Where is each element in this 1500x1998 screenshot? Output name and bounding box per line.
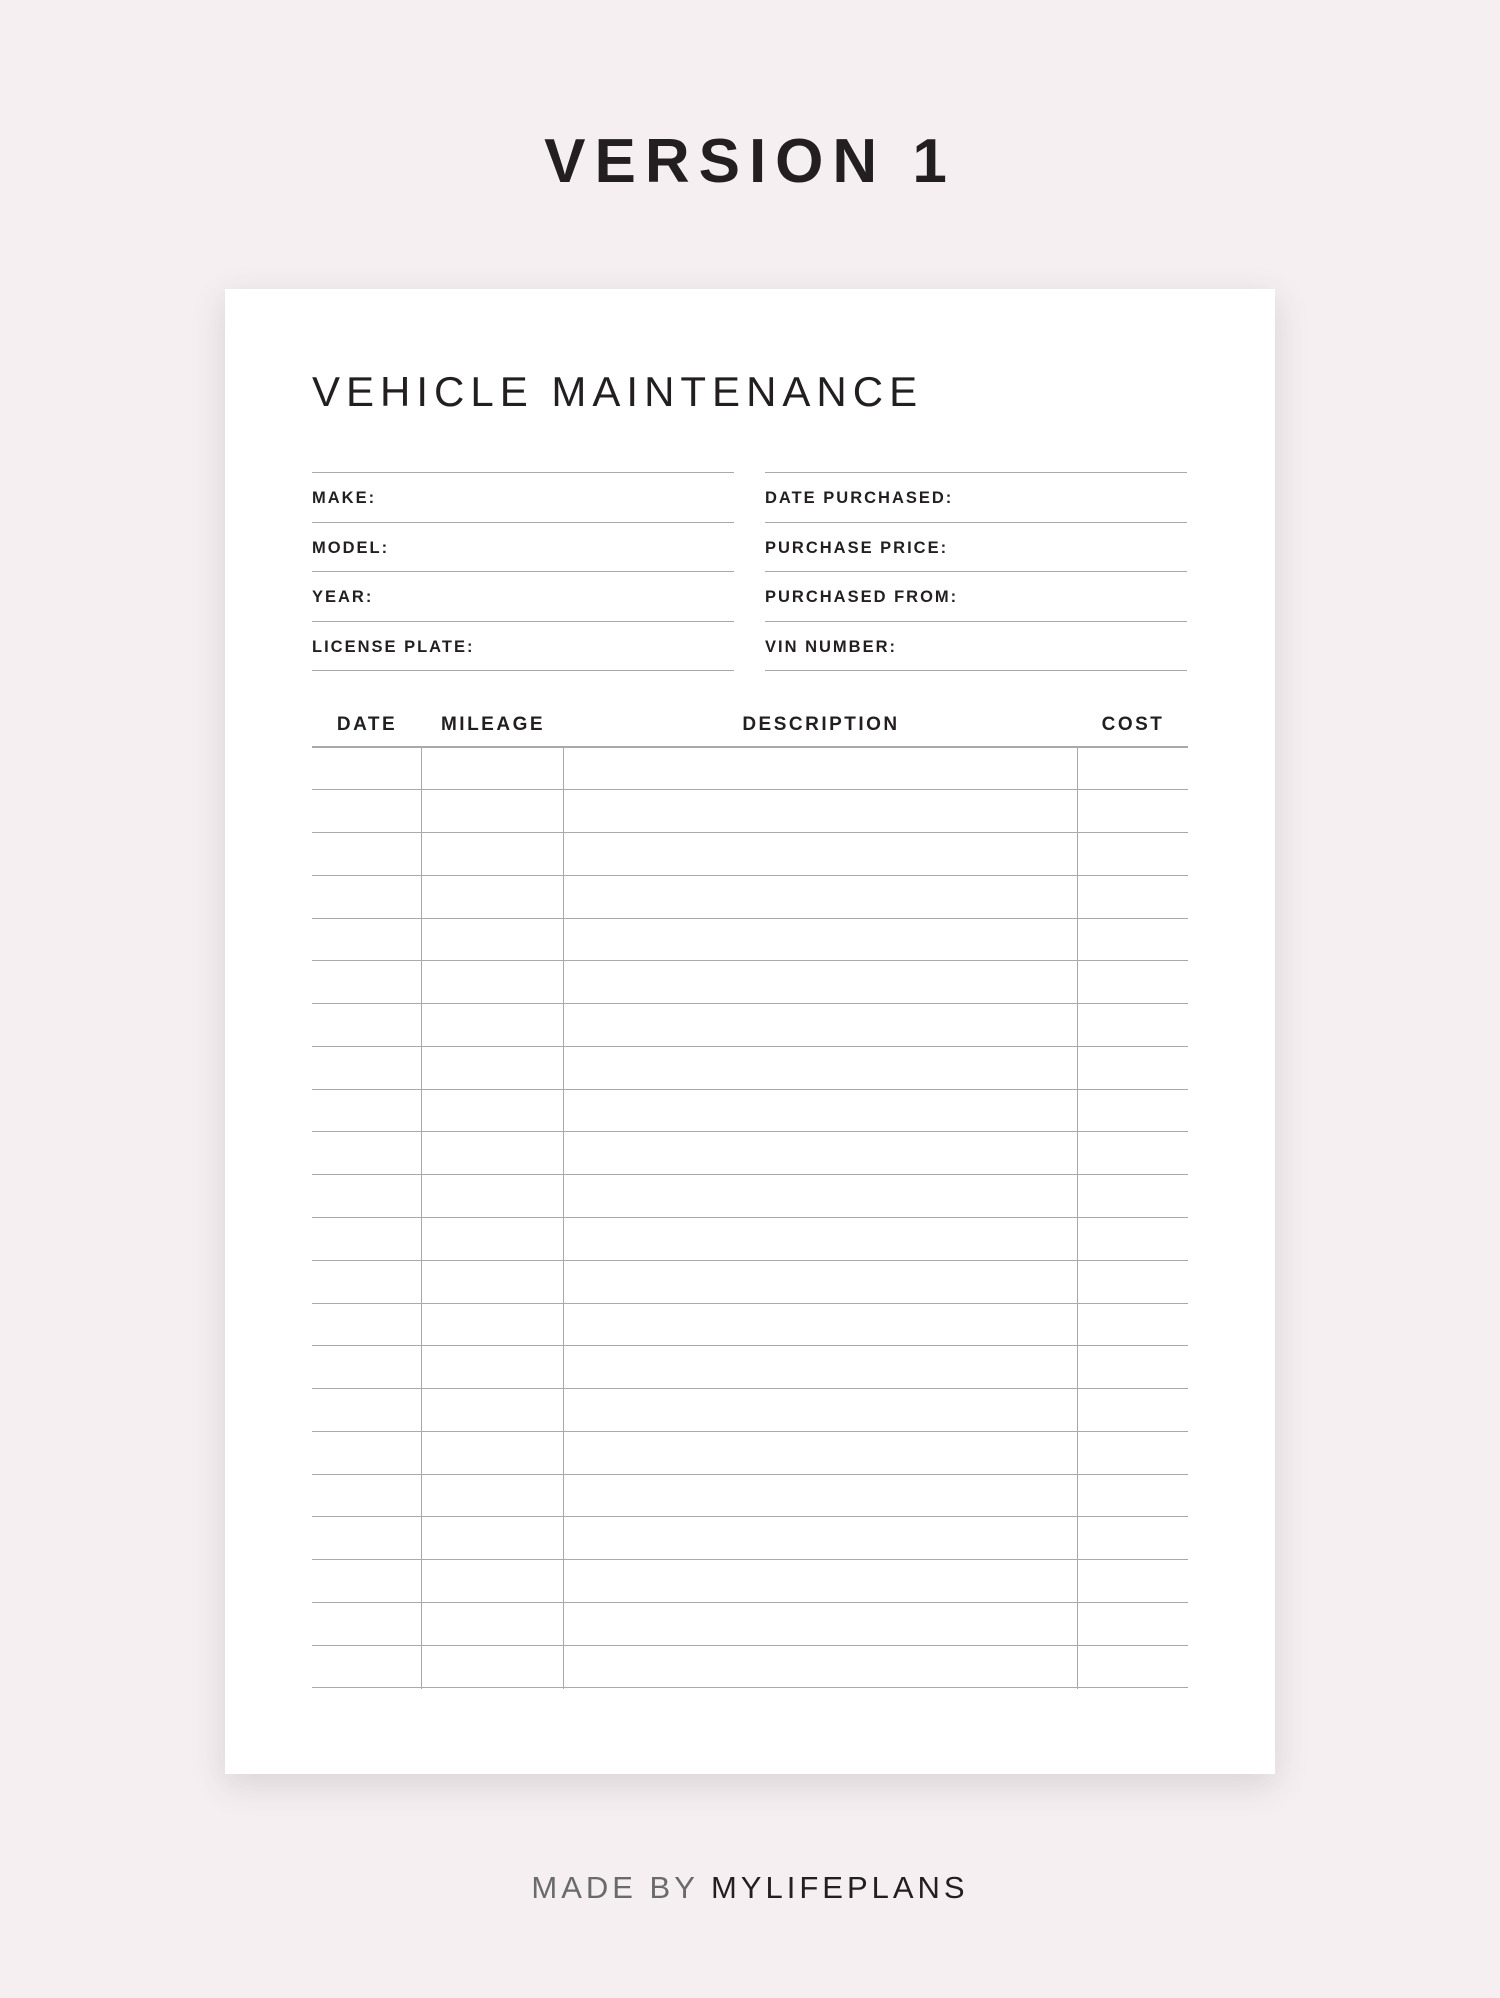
table-row: [312, 1475, 1188, 1517]
info-row-year: [312, 572, 734, 622]
banner-title: VERSION 1: [544, 127, 956, 196]
column-header-date: DATE: [336, 714, 398, 735]
maintenance-log-header: [312, 711, 1188, 746]
table-row: [312, 1047, 1188, 1089]
info-label: MAKE:: [312, 489, 377, 507]
table-row: [312, 919, 1188, 961]
sheet-title: VEHICLE MAINTENANCE: [312, 368, 924, 415]
info-row-vin-number: [765, 622, 1187, 672]
table-row: [312, 1390, 1188, 1432]
table-row: [312, 876, 1188, 918]
table-row: [312, 1304, 1188, 1346]
table-row: [312, 1090, 1188, 1132]
footer-credit: [0, 1868, 1500, 1908]
table-row: [312, 1603, 1188, 1645]
table-row: [312, 962, 1188, 1004]
maintenance-log-table: [312, 746, 1188, 1689]
info-label: DATE PURCHASED:: [765, 489, 954, 507]
vehicle-info-right: [765, 472, 1187, 671]
info-row-model: [312, 523, 734, 573]
info-label: MODEL:: [312, 538, 390, 557]
printable-sheet: [225, 289, 1275, 1774]
table-row: [312, 1518, 1188, 1560]
footer-prefix: MADE BY: [531, 1870, 699, 1905]
info-label: YEAR:: [312, 588, 374, 606]
table-row: [312, 1005, 1188, 1047]
info-label: PURCHASED FROM:: [765, 588, 959, 606]
info-row-purchase-price: [765, 523, 1187, 573]
info-row-date-purchased: [765, 473, 1187, 523]
table-row: [312, 1176, 1188, 1218]
column-header-cost: COST: [1101, 714, 1165, 735]
table-row: [312, 1646, 1188, 1688]
column-header-description: DESCRIPTION: [742, 714, 900, 735]
table-row: [312, 791, 1188, 833]
table-row: [312, 834, 1188, 876]
info-label: PURCHASE PRICE:: [765, 538, 949, 557]
table-row: [312, 1219, 1188, 1261]
table-row: [312, 1261, 1188, 1303]
info-label: LICENSE PLATE:: [312, 637, 475, 656]
table-row: [312, 1432, 1188, 1474]
column-header-mileage: MILEAGE: [440, 714, 546, 735]
info-row-make: [312, 473, 734, 523]
table-row: [312, 1347, 1188, 1389]
info-label: VIN NUMBER:: [765, 637, 897, 656]
info-row-license-plate: [312, 622, 734, 672]
table-row: [312, 1561, 1188, 1603]
table-row: [312, 748, 1188, 790]
footer-brand: MYLIFEPLANS: [710, 1870, 969, 1905]
info-row-purchased-from: [765, 572, 1187, 622]
vehicle-info-left: [312, 472, 734, 671]
table-row: [312, 1133, 1188, 1175]
